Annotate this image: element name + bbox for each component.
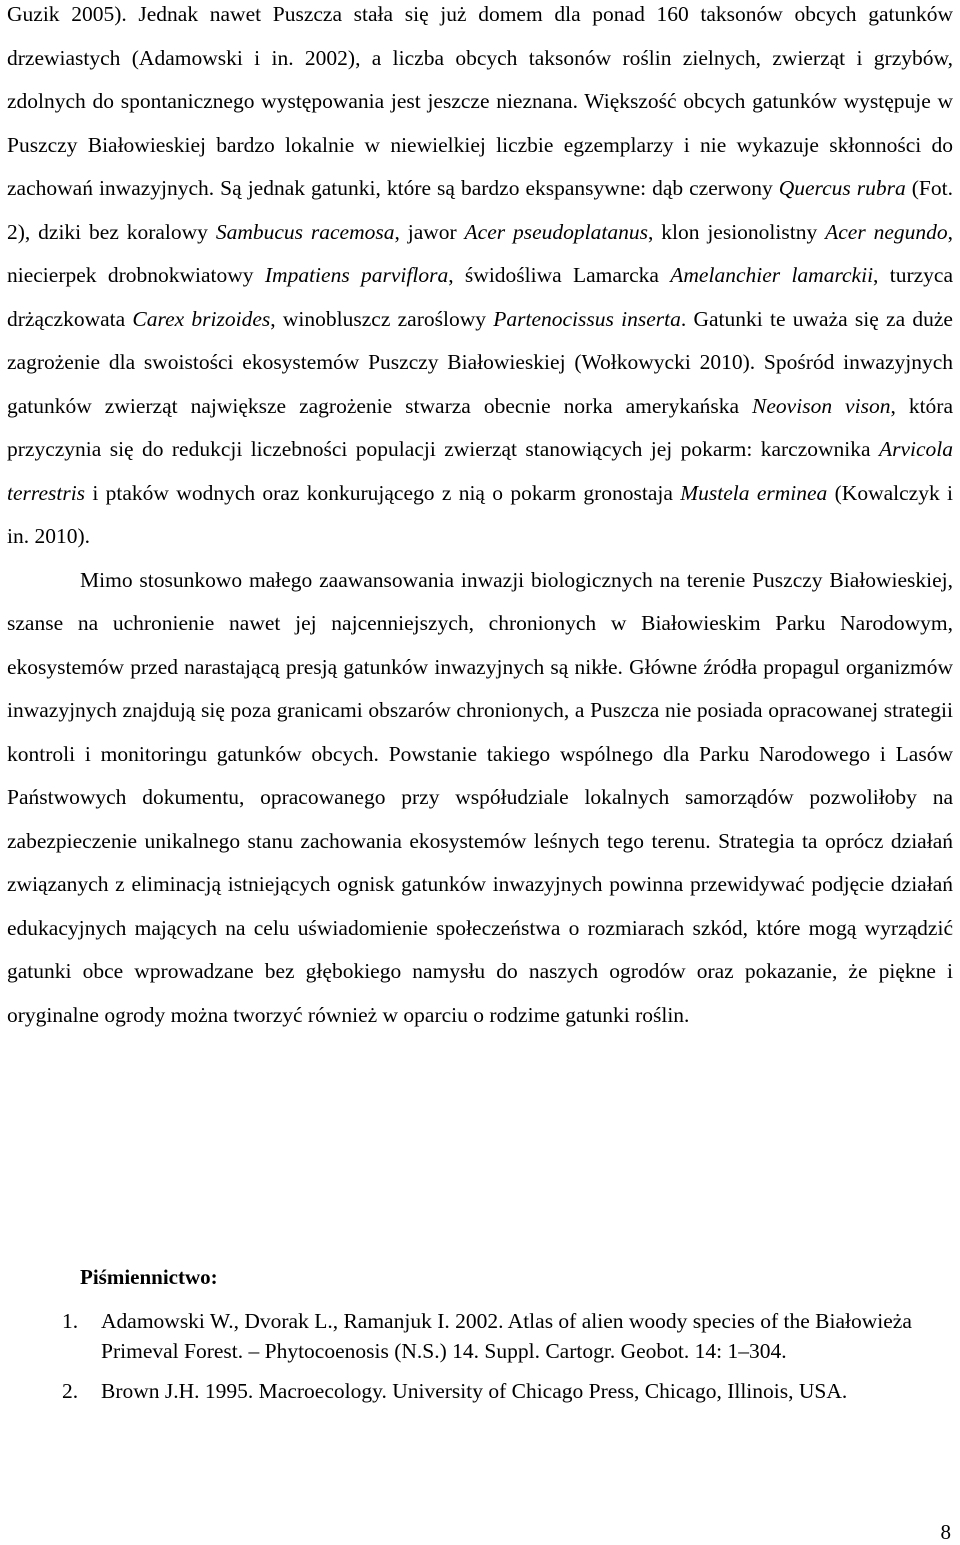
text-segment: , świdośliwa Lamarcka <box>448 263 671 287</box>
species-name: Sambucus racemosa <box>215 219 395 244</box>
text-segment: , która przyczynia się do redukcji liczebności populacji zwierząt stanowiących jej pokarm: karczownika <box>7 393 953 461</box>
species-name: Partenocissus inserta <box>493 306 681 331</box>
species-name: Neovison vison <box>752 393 891 418</box>
reference-item <box>62 1306 954 1366</box>
species-name: Impatiens parviflora <box>264 263 449 287</box>
species-name: Quercus rubra <box>778 176 906 200</box>
paragraph <box>7 0 953 559</box>
text-segment: (Kowalczyk i in. 2010). <box>7 480 953 548</box>
reference-number: 1. <box>62 1309 79 1333</box>
paragraph <box>7 559 953 1038</box>
text-segment: Guzik 2005). Jednak nawet Puszcza stała się już domem dla ponad 160 taksonów obcych gatunków drzewiastych (Adamowski i in. 2002), a liczba obcych taksonów roślin zielnych, zwierząt i grzybów, zdolnych do spontanicznego występowania jest jeszcze nieznana. Większość obcych gatunków występuje w Puszczy Białowieskiej bardzo lokalnie w niewielkiej liczbie egzemplarzy i nie wykazuje skłonności do zachowań inwazyjnych. Są jednak gatunki, które są bardzo ekspansywne: dąb czerwony <box>7 2 953 200</box>
reference-text: Brown J.H. 1995. Macroecology. University of Chicago Press, Chicago, Illinois, USA. <box>101 1379 848 1403</box>
page-number: 8 <box>940 1520 951 1544</box>
text-segment: (Fot. 2), dziki bez koralowy <box>7 176 953 244</box>
text-segment: Mimo stosunkowo małego zaawansowania inwazji biologicznych na terenie Puszczy Białowieskiej, szanse na uchronienie nawet jej najcenniejszych, chronionych w Białowieskim Parku Narodowym, ekosystemów przed narastającą presją gatunków inwazyjnych są nikłe. Główne źródła propagul organizmów inwazyjnych znajdują się poza granicami obszarów chronionych, a Puszcza nie posiada opracowanej strategii kontroli i monitoringu gatunków obcych. Powstanie takiego wspólnego dla Parku Narodowego i Lasów Państwowych dokumentu, opracowanego przy współudziale lokalnych samorządów pozwoliłoby na zabezpieczenie unikalnego stanu zachowania ekosystemów leśnych tego terenu. Strategia ta oprócz działań związanych z eliminacją istniejących ognisk gatunków inwazyjnych powinna przewidywać podjęcie działań edukacyjnych mających na celu uświadomienie społeczeństwa o rozmiarach szkód, które mogą wyrządzić gatunki obce wprowadzane bez głębokiego namysłu do naszych ogrodów oraz pokazanie, że piękne i oryginalne ogrody można tworzyć również w oparciu o rodzime gatunki roślin. <box>7 567 953 1027</box>
reference-item <box>62 1376 954 1406</box>
text-segment: i ptaków wodnych oraz konkurującego z nią o pokarm gronostaja <box>85 480 681 505</box>
text-segment: , jawor <box>394 219 465 244</box>
text-segment: , turzyca drżączkowata <box>7 263 954 331</box>
text-segment: , niecierpek drobnokwiatowy <box>7 219 953 287</box>
species-name: Mustela erminea <box>680 480 828 505</box>
body-text <box>7 0 953 1037</box>
species-name: Arvicola terrestris <box>7 437 953 505</box>
species-name: Amelanchier lamarckii <box>670 263 874 287</box>
reference-number: 2. <box>62 1379 79 1403</box>
references-list <box>62 1306 954 1416</box>
reference-text: Adamowski W., Dvorak L., Ramanjuk I. 2002. Atlas of alien woody species of the Białowieża Primeval Forest. – Phytocoenosis (N.S.) 14. Suppl. Cartogr. Geobot. 14: 1–304. <box>101 1309 912 1363</box>
species-name: Acer pseudoplatanus <box>464 219 648 244</box>
species-name: Acer negundo <box>825 219 948 244</box>
text-segment: . Gatunki te uważa się za duże zagrożenie dla swoistości ekosystemów Puszczy Białowieskiej (Wołkowycki 2010). Spośród inwazyjnych gatunków zwierząt największe zagrożenie stwarza obecnie norka amerykańska <box>7 306 953 418</box>
references-heading: Piśmiennictwo: <box>80 1265 218 1289</box>
species-name: Carex brizoides <box>132 306 271 331</box>
text-segment: , klon jesionolistny <box>647 219 826 244</box>
text-segment: , winobluszcz zaroślowy <box>270 306 494 331</box>
